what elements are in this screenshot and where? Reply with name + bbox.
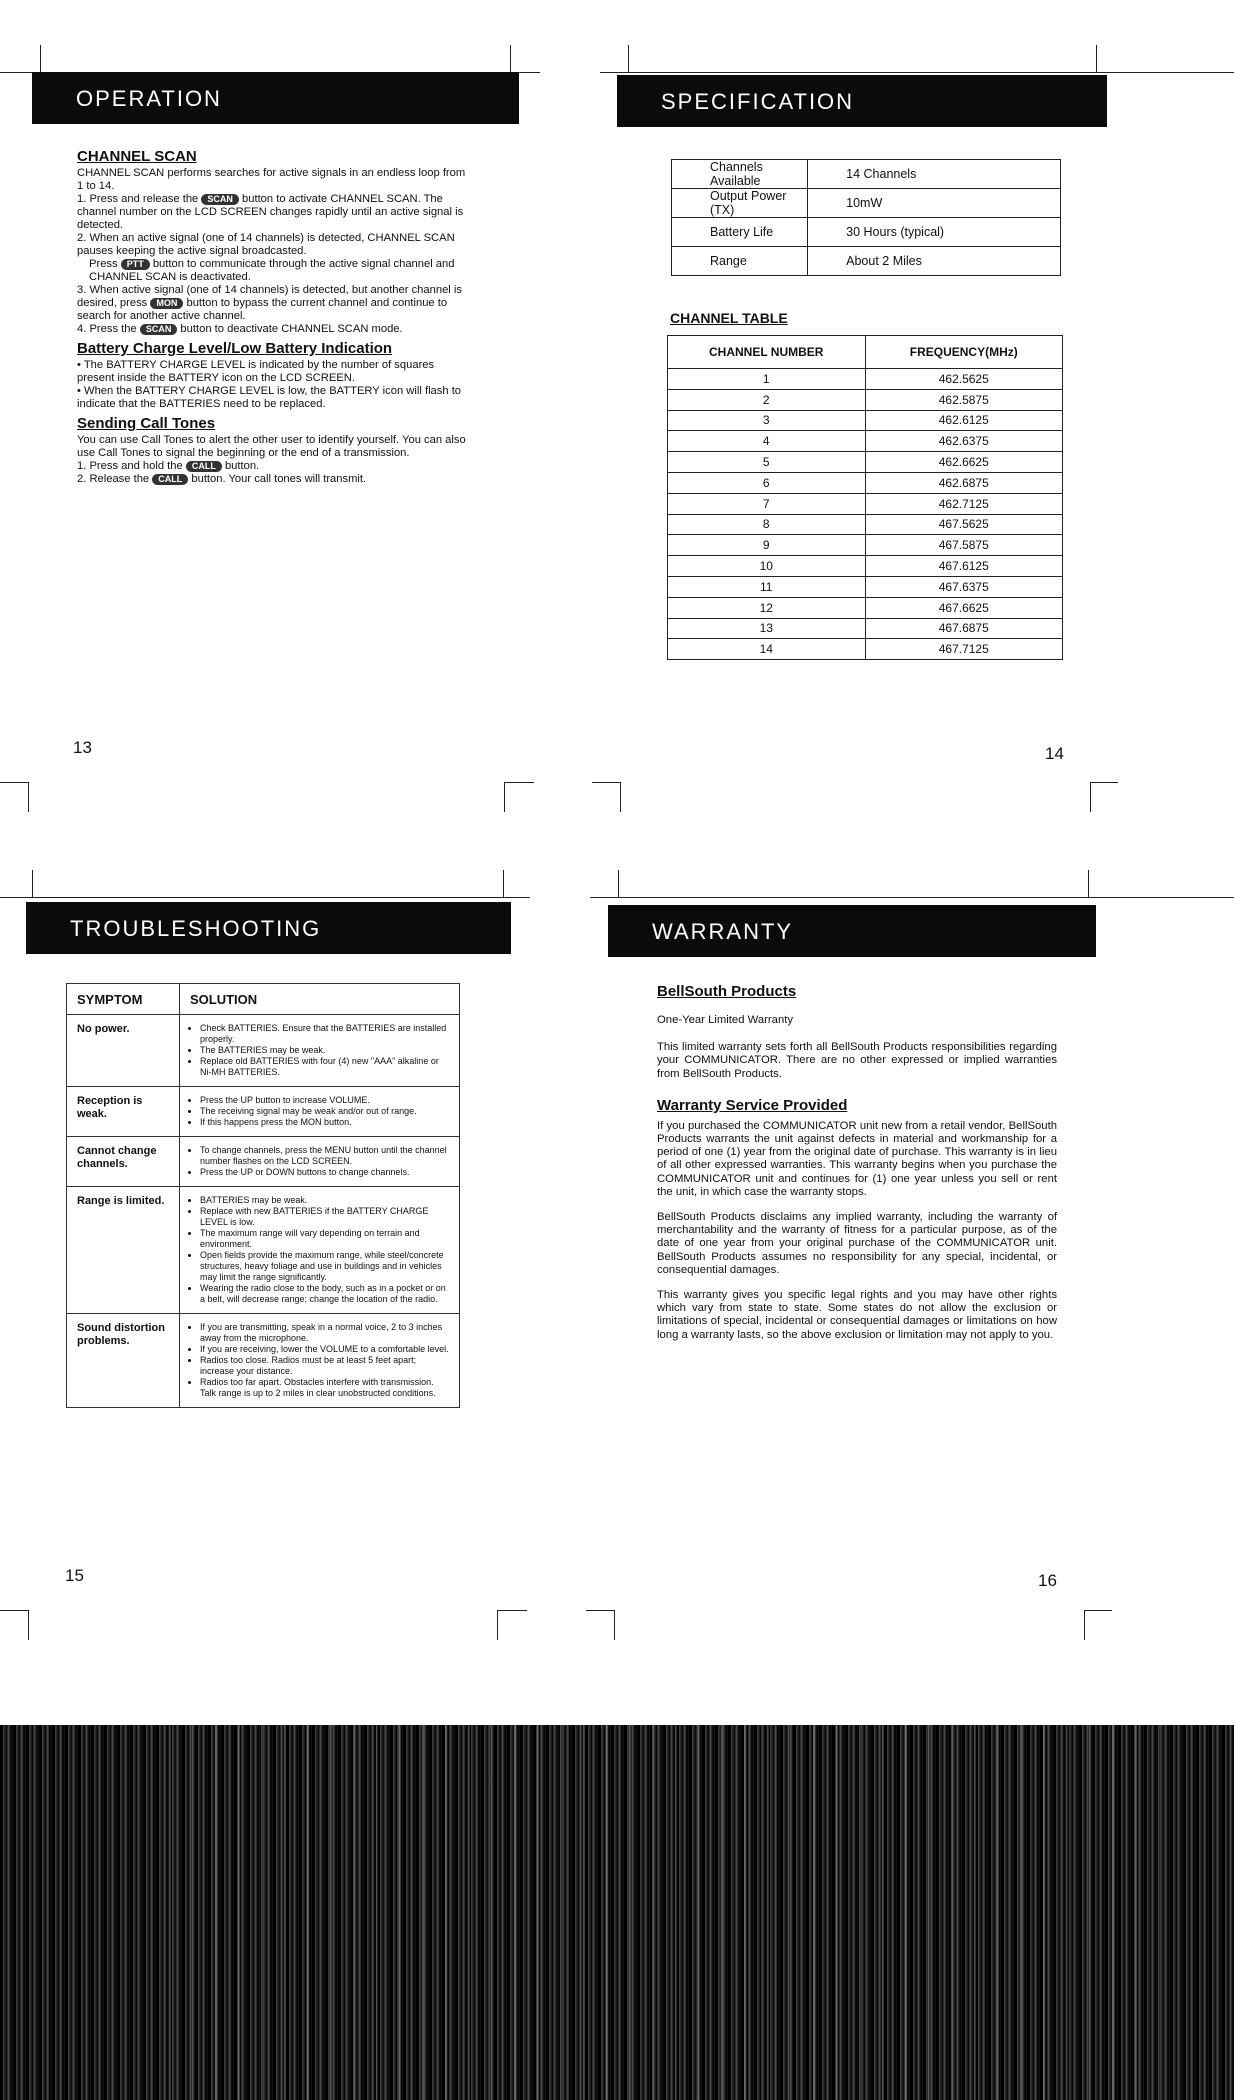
solution-item: • Wearing the radio close to the body, such as in a pocket or on a belt, will decrease range; change the location of the radio. (200, 1283, 449, 1305)
solution-item: • To change channels, press the MENU button until the channel number flashes on the LCD SCREEN. (200, 1145, 449, 1167)
solution-cell (180, 1187, 460, 1314)
solution-item: • BATTERIES may be weak. (200, 1195, 449, 1206)
channel-frequency: 467.5625 (865, 514, 1063, 535)
channel-row (668, 431, 1063, 452)
specification-table (671, 159, 1061, 276)
symptom-cell: Cannot change channels. (67, 1137, 180, 1187)
channel-number: 1 (668, 369, 866, 390)
solution-item: • Open fields provide the maximum range, while steel/concrete structures, heavy foliage and use in buildings and in vehicles may limit the range significantly. (200, 1250, 449, 1283)
spec-label: Channels Available (672, 160, 808, 189)
crop-mark (1090, 782, 1118, 783)
solution-header: SOLUTION (180, 984, 460, 1015)
crop-mark (1090, 782, 1091, 812)
troubleshooting-row (67, 1015, 460, 1087)
solution-item: • The maximum range will vary depending on terrain and environment. (200, 1228, 449, 1250)
page-number: 16 (1038, 1571, 1057, 1590)
warranty-para-4: This warranty gives you specific legal rights and you may have other rights which vary from state to state. Some states do not allow the exclusion or limitations of special, incidental or consequential damages or limitations on how long a warranty lasts, so the above exclusion or limitation may not apply to you. (657, 1289, 1057, 1341)
warranty-para-2: If you purchased the COMMUNICATOR unit new from a retail vendor, BellSouth Products warrants the unit against defects in material and workmanship for a period of one (1) year from the original date of purchase. This warranty is in lieu of all other expressed warranties. This warranty begins when you purchase the COMMUNICATOR unit and continues for (1) one year unless you sell or rent the unit, in which case the warranty stops. (657, 1119, 1057, 1198)
channel-number: 4 (668, 431, 866, 452)
crop-mark (586, 1610, 614, 1611)
channel-row (668, 576, 1063, 597)
crop-mark (590, 897, 1234, 898)
channel-number: 6 (668, 472, 866, 493)
ptt-button-glyph: PTT (121, 259, 150, 270)
crop-mark (592, 782, 620, 783)
solution-item: • Check BATTERIES. Ensure that the BATTERIES are installed properly. (200, 1023, 449, 1045)
warranty-subheading: One-Year Limited Warranty (657, 1014, 794, 1026)
channel-frequency: 467.7125 (865, 639, 1063, 660)
channel-row (668, 389, 1063, 410)
warranty-para-1: This limited warranty sets forth all BellSouth Products responsibilities regarding your COMMUNICATOR. There are no other expressed or implied warranties from BellSouth Products. (657, 1041, 1057, 1080)
crop-mark (618, 870, 619, 898)
call-step-2: 2. Release the CALL button. Your call tones will transmit. (77, 473, 367, 485)
channel-frequency: 462.5875 (865, 389, 1063, 410)
troubleshooting-table (66, 983, 460, 1408)
spec-label: Output Power (TX) (672, 189, 808, 218)
channel-frequency: 462.7125 (865, 493, 1063, 514)
crop-mark (1084, 1610, 1085, 1640)
solution-item: • If you are transmitting, speak in a normal voice, 2 to 3 inches away from the microphone. (200, 1322, 449, 1344)
channel-frequency: 462.6875 (865, 472, 1063, 493)
symptom-cell: Reception is weak. (67, 1087, 180, 1137)
solution-item: • The BATTERIES may be weak. (200, 1045, 449, 1056)
specification-banner: SPECIFICATION (617, 75, 1107, 127)
troubleshooting-row (67, 1087, 460, 1137)
channel-row (668, 493, 1063, 514)
channel-number: 14 (668, 639, 866, 660)
scan-noise-overlay (160, 1725, 1160, 2100)
channel-row (668, 639, 1063, 660)
channel-row (668, 556, 1063, 577)
scan-step-2: 2. When an active signal (one of 14 channels) is detected, CHANNEL SCAN pauses keeping the active signal broadcasted. (77, 232, 455, 257)
crop-mark (0, 782, 28, 783)
crop-mark (620, 782, 621, 812)
troubleshooting-banner: TROUBLESHOOTING (26, 902, 511, 954)
troubleshooting-row (67, 1137, 460, 1187)
crop-mark (1088, 870, 1089, 898)
crop-mark (497, 1610, 498, 1640)
operation-section (77, 150, 469, 486)
scan-step-1: 1. Press and release the SCAN button to activate CHANNEL SCAN. The channel number on the LCD SCREEN changes rapidly until an active signal is detected. (77, 193, 464, 231)
channel-frequency: 467.6375 (865, 576, 1063, 597)
call-button-glyph: CALL (152, 474, 188, 485)
solution-item: • Radios too far apart. Obstacles interfere with transmission. Talk range is up to 2 miles in clear unobstructed conditions. (200, 1377, 449, 1399)
crop-mark (32, 870, 33, 898)
spec-row (672, 160, 1061, 189)
solution-item: • Radios too close. Radios must be at least 5 feet apart; increase your distance. (200, 1355, 449, 1377)
channel-frequency: 462.6625 (865, 452, 1063, 473)
page-number: 14 (1045, 744, 1064, 763)
solution-item: • Replace old BATTERIES with four (4) new "AAA" alkaline or Ni-MH BATTERIES. (200, 1056, 449, 1078)
crop-mark (28, 1610, 29, 1640)
bellsouth-heading: BellSouth Products (657, 983, 797, 1000)
solution-item: • If you are receiving, lower the VOLUME to a comfortable level. (200, 1344, 449, 1355)
channel-number: 11 (668, 576, 866, 597)
crop-mark (600, 72, 1234, 73)
solution-item: • The receiving signal may be weak and/or out of range. (200, 1106, 449, 1117)
spec-label: Battery Life (672, 218, 808, 247)
crop-mark (28, 782, 29, 812)
solution-item: • Press the UP or DOWN buttons to change channels. (200, 1167, 449, 1178)
channel-row (668, 410, 1063, 431)
spec-row (672, 218, 1061, 247)
service-heading: Warranty Service Provided (657, 1096, 848, 1114)
symptom-cell: Range is limited. (67, 1187, 180, 1314)
solution-cell (180, 1314, 460, 1408)
operation-banner: OPERATION (32, 72, 519, 124)
crop-mark (1096, 45, 1097, 73)
spec-row (672, 247, 1061, 276)
crop-mark (614, 1610, 615, 1640)
solution-item: • Press the UP button to increase VOLUME. (200, 1095, 449, 1106)
channel-row (668, 618, 1063, 639)
channel-frequency: 462.5625 (865, 369, 1063, 390)
channel-number: 8 (668, 514, 866, 535)
crop-mark (497, 1610, 527, 1611)
troubleshooting-row (67, 1187, 460, 1314)
channel-frequency: 467.6875 (865, 618, 1063, 639)
channel-scan-intro: CHANNEL SCAN performs searches for active signals in an endless loop from 1 to 14. (77, 167, 466, 192)
channel-number: 3 (668, 410, 866, 431)
scan-button-glyph: SCAN (140, 324, 178, 335)
channel-row (668, 535, 1063, 556)
battery-bullet-2: • When the BATTERY CHARGE LEVEL is low, the BATTERY icon will flash to indicate that the BATTERIES need to be replaced. (77, 385, 462, 410)
solution-cell (180, 1137, 460, 1187)
battery-heading: Battery Charge Level/Low Battery Indication (77, 340, 393, 357)
channel-number: 5 (668, 452, 866, 473)
spec-row (672, 189, 1061, 218)
warranty-para-3: BellSouth Products disclaims any implied warranty, including the warranty of merchantability and the warranty of fitness for a particular purpose, as of the date of one year from your original purchase of the COMMUNICATOR unit. BellSouth Products assumes no responsibility for any special, incidental, or consequential damages. (657, 1211, 1057, 1276)
channel-table-heading: CHANNEL TABLE (670, 310, 788, 326)
crop-mark (504, 782, 505, 812)
solution-item: • Replace with new BATTERIES if the BATTERY CHARGE LEVEL is low. (200, 1206, 449, 1228)
channel-number: 7 (668, 493, 866, 514)
call-step-1: 1. Press and hold the CALL button. (77, 460, 260, 472)
channel-number: 12 (668, 597, 866, 618)
call-button-glyph: CALL (186, 461, 222, 472)
channel-frequency: 467.6625 (865, 597, 1063, 618)
troubleshooting-row (67, 1314, 460, 1408)
crop-mark (510, 45, 511, 73)
symptom-cell: No power. (67, 1015, 180, 1087)
channel-row (668, 369, 1063, 390)
channel-frequency: 462.6125 (865, 410, 1063, 431)
channel-frequency: 467.5875 (865, 535, 1063, 556)
spec-value: About 2 Miles (808, 247, 1061, 276)
warranty-banner: WARRANTY (608, 905, 1096, 957)
channel-number: 13 (668, 618, 866, 639)
crop-mark (1084, 1610, 1112, 1611)
channel-scan-heading: CHANNEL SCAN (77, 148, 197, 165)
channel-number: 10 (668, 556, 866, 577)
call-tones-heading: Sending Call Tones (77, 415, 216, 432)
crop-mark (628, 45, 629, 73)
channel-number-header: CHANNEL NUMBER (668, 336, 866, 369)
crop-mark (504, 782, 534, 783)
warranty-section (657, 983, 1057, 1354)
symptom-cell: Sound distortion problems. (67, 1314, 180, 1408)
scan-step-3: 3. When active signal (one of 14 channels) is detected, but another channel is desired, press MON button to bypass the current channel and continue to search for another active channel. (77, 284, 462, 322)
spec-label: Range (672, 247, 808, 276)
channel-row (668, 514, 1063, 535)
scan-step-2b: Press PTT button to communicate through the active signal channel and CHANNEL SCAN is deactivated. (89, 258, 455, 283)
frequency-header: FREQUENCY(MHz) (865, 336, 1063, 369)
mon-button-glyph: MON (150, 298, 183, 309)
crop-mark (40, 45, 41, 73)
page-number: 15 (65, 1566, 84, 1585)
crop-mark (0, 897, 530, 898)
channel-row (668, 452, 1063, 473)
spec-value: 30 Hours (typical) (808, 218, 1061, 247)
crop-mark (0, 1610, 28, 1611)
channel-frequency: 462.6375 (865, 431, 1063, 452)
channel-frequency: 467.6125 (865, 556, 1063, 577)
symptom-header: SYMPTOM (67, 984, 180, 1015)
solution-cell (180, 1015, 460, 1087)
solution-cell (180, 1087, 460, 1137)
channel-table (667, 335, 1063, 660)
crop-mark (503, 870, 504, 898)
call-tones-intro: You can use Call Tones to alert the other user to identify yourself. You can also use Call Tones to signal the beginning or the end of a transmission. (77, 434, 466, 459)
channel-row (668, 472, 1063, 493)
channel-number: 2 (668, 389, 866, 410)
scan-step-4: 4. Press the SCAN button to deactivate CHANNEL SCAN mode. (77, 323, 403, 335)
channel-number: 9 (668, 535, 866, 556)
spec-value: 14 Channels (808, 160, 1061, 189)
page-number: 13 (73, 738, 92, 757)
solution-item: • If this happens press the MON button. (200, 1117, 449, 1128)
scan-button-glyph: SCAN (201, 194, 239, 205)
battery-bullet-1: • The BATTERY CHARGE LEVEL is indicated by the number of squares present inside the BATTERY icon on the LCD SCREEN. (77, 359, 435, 384)
channel-row (668, 597, 1063, 618)
spec-value: 10mW (808, 189, 1061, 218)
